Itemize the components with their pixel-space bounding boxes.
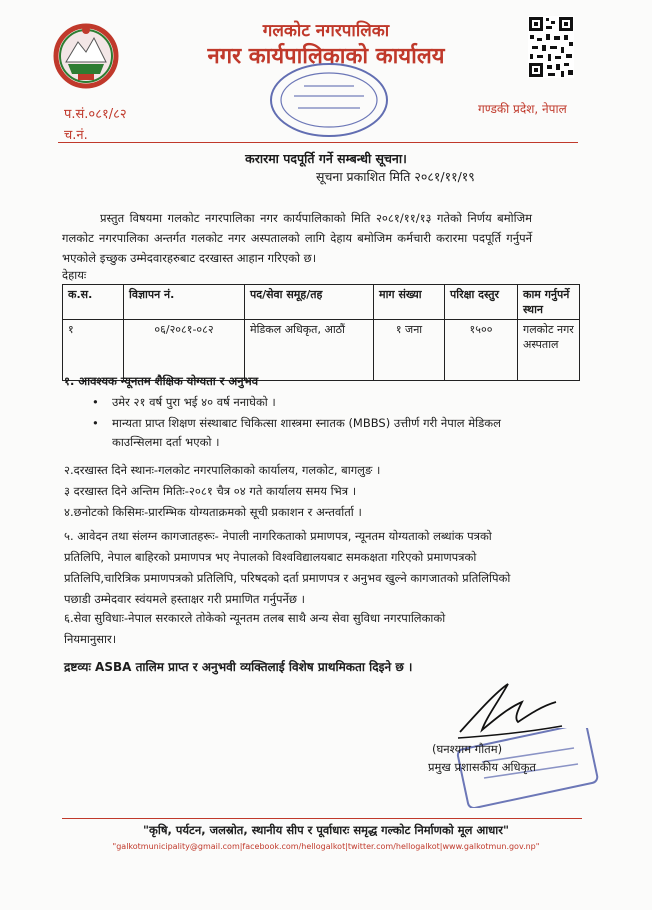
footer-slogan: "कृषि, पर्यटन, जलस्रोत, स्थानीय सीप र पूर्वाधारः समृद्ध गल्कोट निर्माणको मूल आधार" bbox=[143, 823, 509, 837]
signatory-name: (घनश्याम गौतम) bbox=[432, 742, 503, 756]
table-header-row bbox=[63, 285, 580, 320]
note-text: द्रष्टव्यः ASBA तालिम प्राप्त र अनुभवी व्यक्तिलाई विशेष प्राथमिकता दिइने छ । bbox=[64, 660, 413, 674]
footer-contact: "galkotmunicipality@gmail.com|facebook.com/hellogalkot|twitter.com/hellogalkot|www.galkotmun.gov.np" bbox=[112, 842, 540, 851]
notice-subject: करारमा पदपूर्ति गर्ने सम्बन्धी सूचना। bbox=[245, 151, 407, 166]
cell-demand: १ जना bbox=[374, 320, 445, 381]
section-3: ३ दरखास्त दिने अन्तिम मितिः-२०८१ चैत्र ०४ गते कार्यालय समय भित्र । bbox=[64, 484, 357, 498]
list-item-text: उमेर २१ वर्ष पुरा भई ४० वर्ष ननाघेको । bbox=[112, 395, 276, 409]
qr-code-icon bbox=[528, 16, 574, 78]
intro-paragraph: प्रस्तुत विषयमा गलकोट नगरपालिका नगर कार्यपालिकाको मिति २०८१/११/१३ गतेको निर्णय बमोजिम गलकोट नगरपालिका अन्तर्गत गलकोट नगर अस्पतालको लागि देहाय बमोजिम कर्मचारी करारमा पदपूर्ति गर्नुपर्ने भएकोले इच्छुक उम्मेदवारहरुबाट दरखास्त आहान गरिएको छ। bbox=[62, 211, 532, 265]
table-row bbox=[63, 320, 580, 381]
header-divider bbox=[58, 142, 578, 143]
publication-date: सूचना प्रकाशित मिति २०८१/११/१९ bbox=[316, 169, 475, 184]
cell-post: मेडिकल अधिकृत, आठौं bbox=[245, 320, 374, 381]
qualification-list bbox=[92, 393, 532, 452]
reference-number: प.सं.०८१/८२ bbox=[64, 107, 127, 122]
list-item bbox=[92, 393, 532, 412]
section-6: ६.सेवा सुविधाः-नेपाल सरकारले तोकेको न्यूनतम तलब साथै अन्य सेवा सुविधा नगरपालिकाको नियमानुसार। bbox=[64, 611, 446, 646]
list-item bbox=[92, 414, 532, 452]
dispatch-number: च.नं. bbox=[64, 128, 88, 143]
cell-workplace: गलकोट नगर अस्पताल bbox=[518, 320, 580, 381]
office-seal-stamp bbox=[264, 56, 394, 144]
section-2: २.दरखास्त दिने स्थानः-गलकोट नगरपालिकाको कार्यालय, गलकोट, बागलुङ । bbox=[64, 463, 381, 477]
province-name: गण्डकी प्रदेश, नेपाल bbox=[478, 102, 567, 116]
cell-fee: १५०० bbox=[445, 320, 518, 381]
vacancy-table bbox=[62, 284, 580, 381]
municipality-name: गलकोट नगरपालिका bbox=[262, 21, 390, 41]
footer-divider bbox=[62, 818, 582, 819]
list-item-text: मान्यता प्राप्त शिक्षण संस्थाबाट चिकित्सा शास्त्रमा स्नातक (MBBS) उत्तीर्ण गरी नेपाल मेडिकल काउन्सिलमा दर्ता भएको । bbox=[112, 416, 501, 449]
section-1-title: १. आवश्यक न्यूनतम शैक्षिक योग्यता र अनुभव bbox=[64, 374, 259, 388]
col-demand: माग संख्या bbox=[374, 285, 445, 320]
col-workplace: काम गर्नुपर्ने स्थान bbox=[518, 285, 580, 320]
cell-serial: १ bbox=[63, 320, 124, 381]
schedule-label: देहायः bbox=[62, 268, 87, 282]
section-5: ५. आवेदन तथा संलग्न कागजातहरूः- नेपाली नागरिकताको प्रमाणपत्र, न्यूनतम योग्यताको लब्धांक पत्रको प्रतिलिपि, नेपाल बाहिरको प्रमाणपत्र भए नेपालको विश्वविद्यालयबाट समकक्षता गरिएको प्रमाणपत्रको प्रतिलिपि,चारित्रिक प्रमाणपत्रको प्रतिलिपि, परिषदको दर्ता प्रमाणपत्र र अनुभव खुल्ने कागजातको प्रतिलिपिको पछाडी उम्मेदवार स्वंयमले हस्ताक्षर गरी प्रमाणित गर्नुपर्नेछ । bbox=[64, 529, 511, 606]
col-fee: परिक्षा दस्तुर bbox=[445, 285, 518, 320]
col-advert-no: विज्ञापन नं. bbox=[124, 285, 245, 320]
bullet-icon: • bbox=[92, 416, 99, 430]
col-serial: क.स. bbox=[63, 285, 124, 320]
section-4: ४.छनोटको किसिमः-प्रारम्भिक योग्यताक्रमको सूची प्रकाशन र अन्तर्वार्ता । bbox=[64, 505, 362, 519]
bullet-icon: • bbox=[92, 395, 99, 409]
col-post: पद/सेवा समूह/तह bbox=[245, 285, 374, 320]
office-name: नगर कार्यपालिकाको कार्यालय bbox=[207, 44, 445, 69]
signatory-title: प्रमुख प्रशासकीय अधिकृत bbox=[428, 760, 536, 774]
cell-advert-no: ०६/२०८१-०८२ bbox=[124, 320, 245, 381]
